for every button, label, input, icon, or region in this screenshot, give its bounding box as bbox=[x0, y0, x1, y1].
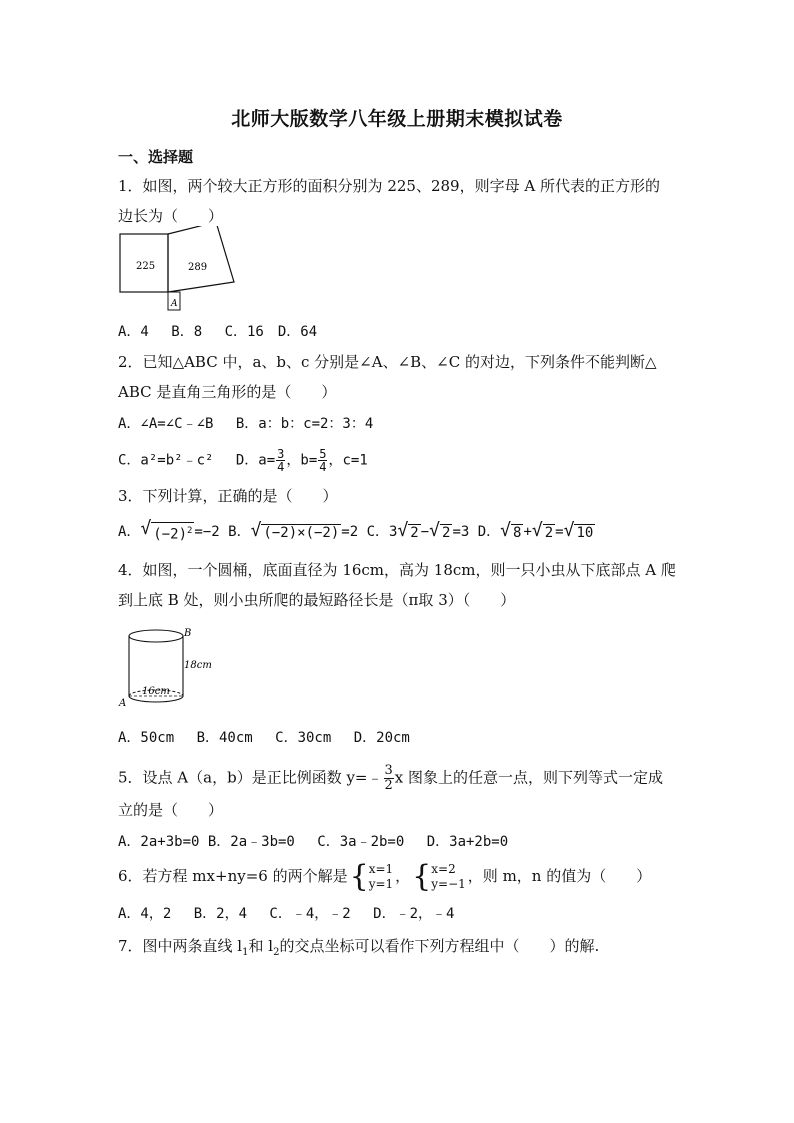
q4-stem-line1: 4．如图，一个圆桶，底面直径为 16cm，高为 18cm，则一只小虫从下底部点 A 爬 bbox=[118, 561, 676, 579]
q1-stem-line2: 边长为（ ） bbox=[118, 207, 224, 225]
radicand: 10 bbox=[576, 524, 594, 541]
q3-equals: = bbox=[555, 523, 564, 540]
cylinder-top bbox=[129, 630, 183, 642]
q2-option-c-text: C．a²=b²﹣c² D．a= bbox=[118, 452, 276, 469]
radical-sign-icon: √ bbox=[500, 519, 511, 541]
q3-sqrt-d3 bbox=[563, 519, 596, 542]
q3-options bbox=[118, 520, 595, 544]
label-a: A bbox=[119, 698, 127, 709]
radical-sign-icon: √ bbox=[531, 519, 543, 541]
fraction-numerator: 3 bbox=[384, 763, 393, 778]
q3-option-d-label: =3 D． bbox=[452, 523, 501, 540]
q2-fraction-b bbox=[318, 448, 327, 473]
q3-option-a-label: A． bbox=[118, 523, 141, 540]
q3-minus: − bbox=[420, 523, 430, 540]
system-rows bbox=[431, 862, 466, 892]
q3-sqrt-b bbox=[250, 519, 342, 542]
q4-options: A．50cm B．40cm C．30cm D．20cm bbox=[118, 730, 410, 746]
q5-stem-text-end: x 图象上的任意一点，则下列等式一定成 bbox=[394, 768, 664, 787]
radicand bbox=[151, 522, 194, 544]
label-height: 18cm bbox=[184, 660, 212, 671]
q7-stem bbox=[118, 936, 599, 963]
fraction-denominator: 2 bbox=[384, 778, 393, 793]
q3-stem: 3．下列计算，正确的是（ ） bbox=[118, 487, 338, 505]
q2-option-d-end: ，c=1 bbox=[328, 452, 368, 469]
q3-option-c-label: =2 C．3 bbox=[341, 523, 398, 540]
subscript: 2 bbox=[273, 947, 280, 958]
system-row: y=1 bbox=[368, 877, 394, 891]
fraction-numerator: 3 bbox=[277, 447, 285, 461]
q3-sqrt-c1 bbox=[397, 519, 420, 542]
radical-sign-icon: √ bbox=[429, 519, 440, 541]
q6-stem bbox=[118, 859, 652, 894]
q2-options-ab: A．∠A=∠C﹣∠B B．a：b：c=2：3：4 bbox=[118, 416, 374, 432]
fraction-denominator: 4 bbox=[277, 460, 285, 474]
q6-options: A．4，2 B．2，4 C．﹣4，﹣2 D．﹣2，﹣4 bbox=[118, 906, 455, 922]
q4-cylinder-figure bbox=[118, 622, 218, 714]
square-289 bbox=[168, 226, 234, 292]
q6-stem-text-end: ，则 m，n 的值为（ ） bbox=[467, 867, 652, 885]
q2-options-cd bbox=[118, 448, 368, 473]
q6-system-2 bbox=[412, 859, 466, 894]
radicand: 2 bbox=[442, 524, 451, 541]
label-225: 225 bbox=[136, 261, 156, 272]
q5-fraction bbox=[384, 764, 394, 793]
label-a: A bbox=[171, 299, 178, 309]
q6-separator: ， bbox=[395, 867, 411, 885]
section-heading: 一、选择题 bbox=[118, 148, 194, 166]
q3-option-b-label: =−2 B． bbox=[194, 523, 251, 540]
q2-option-d-mid: ，b= bbox=[286, 452, 318, 469]
label-289: 289 bbox=[188, 262, 208, 273]
exponent: 2 bbox=[187, 526, 193, 536]
q1-squares-figure bbox=[118, 226, 242, 314]
radical-sign-icon: √ bbox=[250, 519, 262, 541]
q3-sqrt-c2 bbox=[429, 519, 452, 542]
q3-sqrt-d1 bbox=[500, 519, 523, 542]
system-row: y=−1 bbox=[431, 877, 466, 891]
q7-text: 和 l bbox=[248, 937, 274, 955]
left-brace-icon: { bbox=[349, 859, 369, 894]
page-title: 北师大版数学八年级上册期末模拟试卷 bbox=[231, 108, 563, 130]
radical-sign-icon: √ bbox=[140, 518, 152, 539]
q3-sqrt-d2 bbox=[531, 519, 555, 542]
q5-stem-text: 5．设点 A（a，b）是正比例函数 y=﹣ bbox=[118, 768, 383, 787]
q5-stem-line2: 立的是（ ） bbox=[118, 801, 224, 819]
q7-text: 7．图中两条直线 l bbox=[118, 937, 243, 955]
subscript: 1 bbox=[242, 947, 249, 958]
radicand: (−2)×(−2) bbox=[263, 524, 340, 541]
label-b: B bbox=[184, 628, 192, 639]
radicand: 2 bbox=[410, 524, 419, 541]
radical-sign-icon: √ bbox=[397, 519, 409, 541]
q7-text-end: 的交点坐标可以看作下列方程组中（ ）的解. bbox=[279, 937, 600, 955]
system-rows bbox=[369, 862, 393, 892]
radicand: 8 bbox=[513, 524, 522, 541]
q2-stem-line2: ABC 是直角三角形的是（ ） bbox=[118, 383, 337, 401]
q1-stem-line1: 1．如图，两个较大正方形的面积分别为 225、289，则字母 A 所代表的正方形的 bbox=[118, 177, 660, 195]
q1-options: A．4 B．8 C．16 D．64 bbox=[118, 324, 318, 340]
q6-system-1 bbox=[349, 859, 394, 894]
system-row: x=2 bbox=[431, 862, 456, 876]
q4-stem-line2: 到上底 B 处，则小虫所爬的最短路径长是（π取 3）（ ） bbox=[118, 591, 516, 609]
q2-fraction-a bbox=[276, 448, 285, 473]
q6-stem-text: 6．若方程 mx+ny=6 的两个解是 bbox=[118, 867, 348, 885]
q3-sqrt-a bbox=[140, 520, 194, 544]
q2-stem-line1: 2．已知△ABC 中，a、b、c 分别是∠A、∠B、∠C 的对边，下列条件不能判断△ bbox=[118, 353, 657, 371]
q5-stem-line1 bbox=[118, 764, 663, 793]
q5-options: A．2a+3b=0 B．2a﹣3b=0 C．3a﹣2b=0 D．3a+2b=0 bbox=[118, 834, 509, 850]
left-brace-icon: { bbox=[412, 859, 432, 894]
radicand-text: (−2) bbox=[153, 526, 187, 543]
system-row: x=1 bbox=[368, 862, 394, 876]
q3-plus: + bbox=[523, 523, 532, 540]
radicand: 2 bbox=[544, 524, 554, 541]
fraction-denominator: 4 bbox=[319, 460, 327, 474]
fraction-numerator: 5 bbox=[319, 447, 327, 461]
radical-sign-icon: √ bbox=[563, 519, 575, 541]
label-diameter: 16cm bbox=[142, 686, 170, 697]
